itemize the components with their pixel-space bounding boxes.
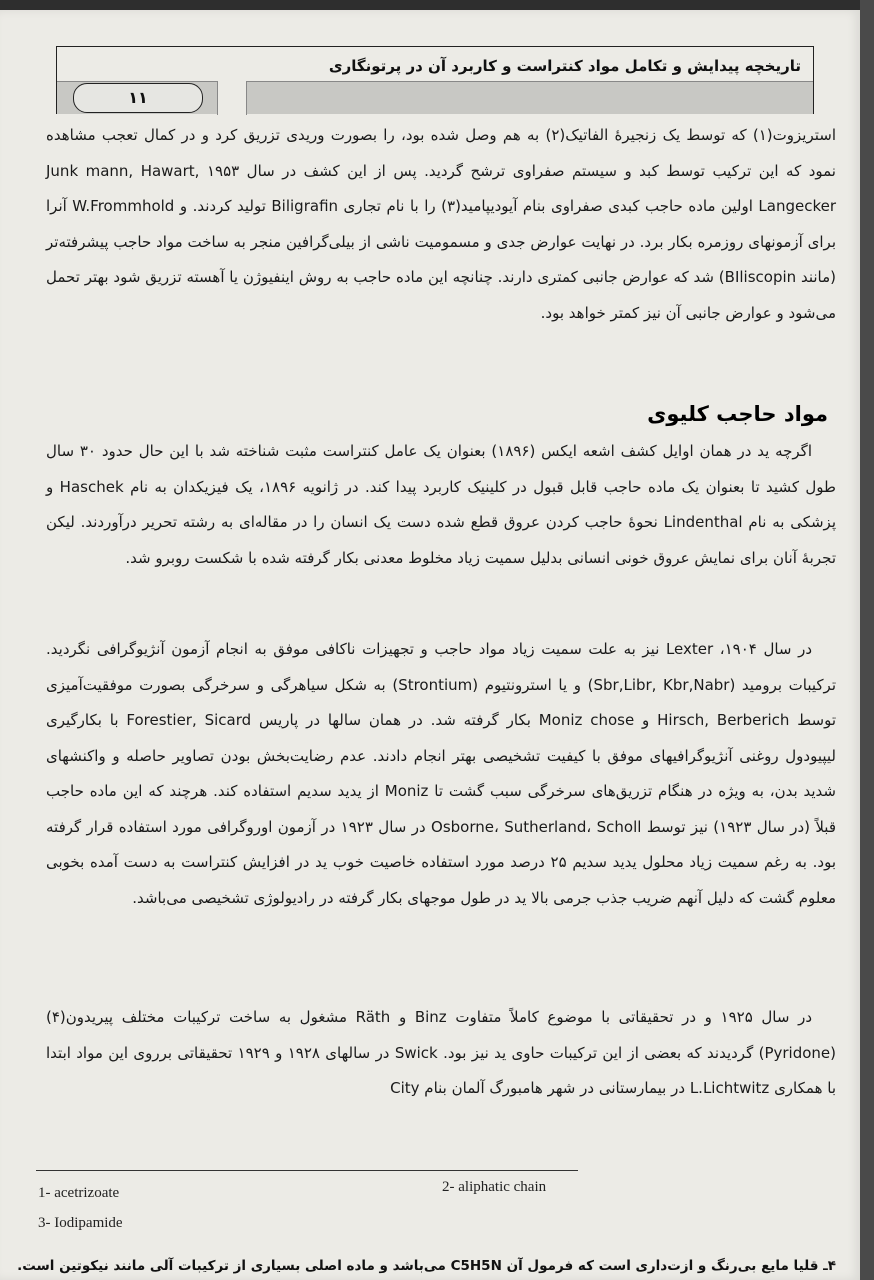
header-tab <box>217 81 247 115</box>
paragraph-4: در سال ۱۹۲۵ و در تحقیقاتی با موضوع کاملاً متفاوت Binz و Räth مشغول به ساخت ترکیبات مختلف پیریدون(۴) (Pyridone) گردیدند که بعضی از این ترکیبات حاوی ید نیز بود. Swick در سالهای ۱۹۲۸ و ۱۹۲۹ تحقیقاتی برروی این مواد ابتدا با همکاری L.Lichtwitz در بیمارستانی در شهر هامبورگ آلمان بنام City <box>46 1008 836 1097</box>
header-band <box>57 81 813 114</box>
paragraph-1: استریزوت(۱) که توسط یک زنجیرۀ الفاتیک(۲) به هم وصل شده بود، را بصورت وریدی تزریق کرد و در کمال تعجب مشاهده نمود که این ترکیب توسط کبد و سیستم صفراوی ترشح گردید. پس از این کشف در سال ۱۹۵۳ Junk mann, Hawart, Langecker اولین ماده حاجب کبدی صفراوی بنام آیودیپامید(۳) را با نام تجاری Biligrafin تولید کردند. و W.Frommhold آنرا برای آزمونهای روزمره بکار برد. در نهایت عوارض جدی و مسمومیت ناشی از بیلی‌گرافین منجر به ساخت مواد حاجب پیشرفته‌تر (مانند BIliscopin) شد که عوارض جانبی کمتری دارند. چنانچه این ماده حاجب به روش اینفیوژن یا آهسته تزریق شود بهتر تحمل می‌شود و عوارض جانبی آن نیز کمتر خواهد بود. <box>46 126 837 322</box>
footnote-2: 2- aliphatic chain <box>442 1179 547 1195</box>
section-heading: مواد حاجب کلیوی <box>647 402 828 426</box>
footnote-4: ۴ـ قلیا مایع بی‌رنگ و ازت‌داری است که فرمول آن C5H5N می‌باشد و ماده اصلی بسیاری از ترکیبات آلی مانند نیکوتین است. <box>17 1258 836 1274</box>
paragraph-2: اگرچه ید در همان اوایل کشف اشعه ایکس (۱۸۹۶) بعنوان یک عامل کنتراست مثبت شناخته شد با این حال حدود ۳۰ سال طول کشید تا بعنوان یک ماده حاجب قابل قبول در کلینیک کاربرد پیدا کند. در ژانویه ۱۸۹۶، یک فیزیکدان به نام Haschek و پزشکی به نام Lindenthal نحوۀ حاجب کردن عروق قطع شده دست یک انسان را در مقاله‌ای به رشته تحریر درآوردند. لیکن تجربۀ آنان برای نمایش عروق خونی انسانی بدلیل سمیت زیاد مخلوط معدنی بکار گرفته شده با شکست روبرو شد. <box>46 442 837 567</box>
footnote-divider <box>36 1170 578 1171</box>
chapter-title: تاریخچه پیدایش و تکامل مواد کنتراست و کاربرد آن در پرتونگاری <box>328 57 801 75</box>
book-spine <box>860 0 874 1280</box>
page-number: ۱۱ <box>73 83 203 113</box>
footnote-1: 1- acetrizoate <box>38 1185 120 1201</box>
top-edge <box>0 0 874 10</box>
footnote-3: 3- Iodipamide <box>38 1215 123 1231</box>
paragraph-3: در سال ۱۹۰۴، Lexter نیز به علت سمیت زیاد مواد حاجب و تجهیزات ناکافی موفق به انجام آزمون آنژیوگرافی نگردید. ترکیبات برومید (Sbr,Libr, Kbr,Nabr) و یا استرونتیوم (Strontium) به شکل سیاهرگی و سرخرگی بصورت موفقیت‌آمیزی توسط Hirsch, Berberich و Moniz chose بکار گرفته شد. در همان سالها در پاریس Forestier, Sicard با بکارگیری لیپیودول روغنی آنژیوگرافیهای موفق با کیفیت تشخیصی بهتر انجام دادند. عدم رضایت‌بخش بودن تصاویر حاصله و واکنشهای شدید بدن، به ویژه در هنگام تزریق‌های سرخرگی سبب گشت تا Moniz از یدید سدیم استفاده کند. هرچند که این ماده حاجب قبلاً (در سال ۱۹۲۳) نیز توسط Osborne، Sutherland، Scholl در سال ۱۹۲۳ در آزمون اوروگرافی مورد استفاده قرار گرفته بود. به رغم سمیت زیاد محلول یدید سدیم ۲۵ درصد مورد استفاده خاصیت خوب ید در افزایش کنتراست به دست آمده بخوبی معلوم گشت که دلیل آنهم ضریب جذب جرمی بالا ید در طول موجهای بکار گرفته در رادیولوژی تشخیصی می‌باشد. <box>46 640 837 907</box>
book-page <box>0 10 862 1280</box>
running-header <box>56 46 814 114</box>
